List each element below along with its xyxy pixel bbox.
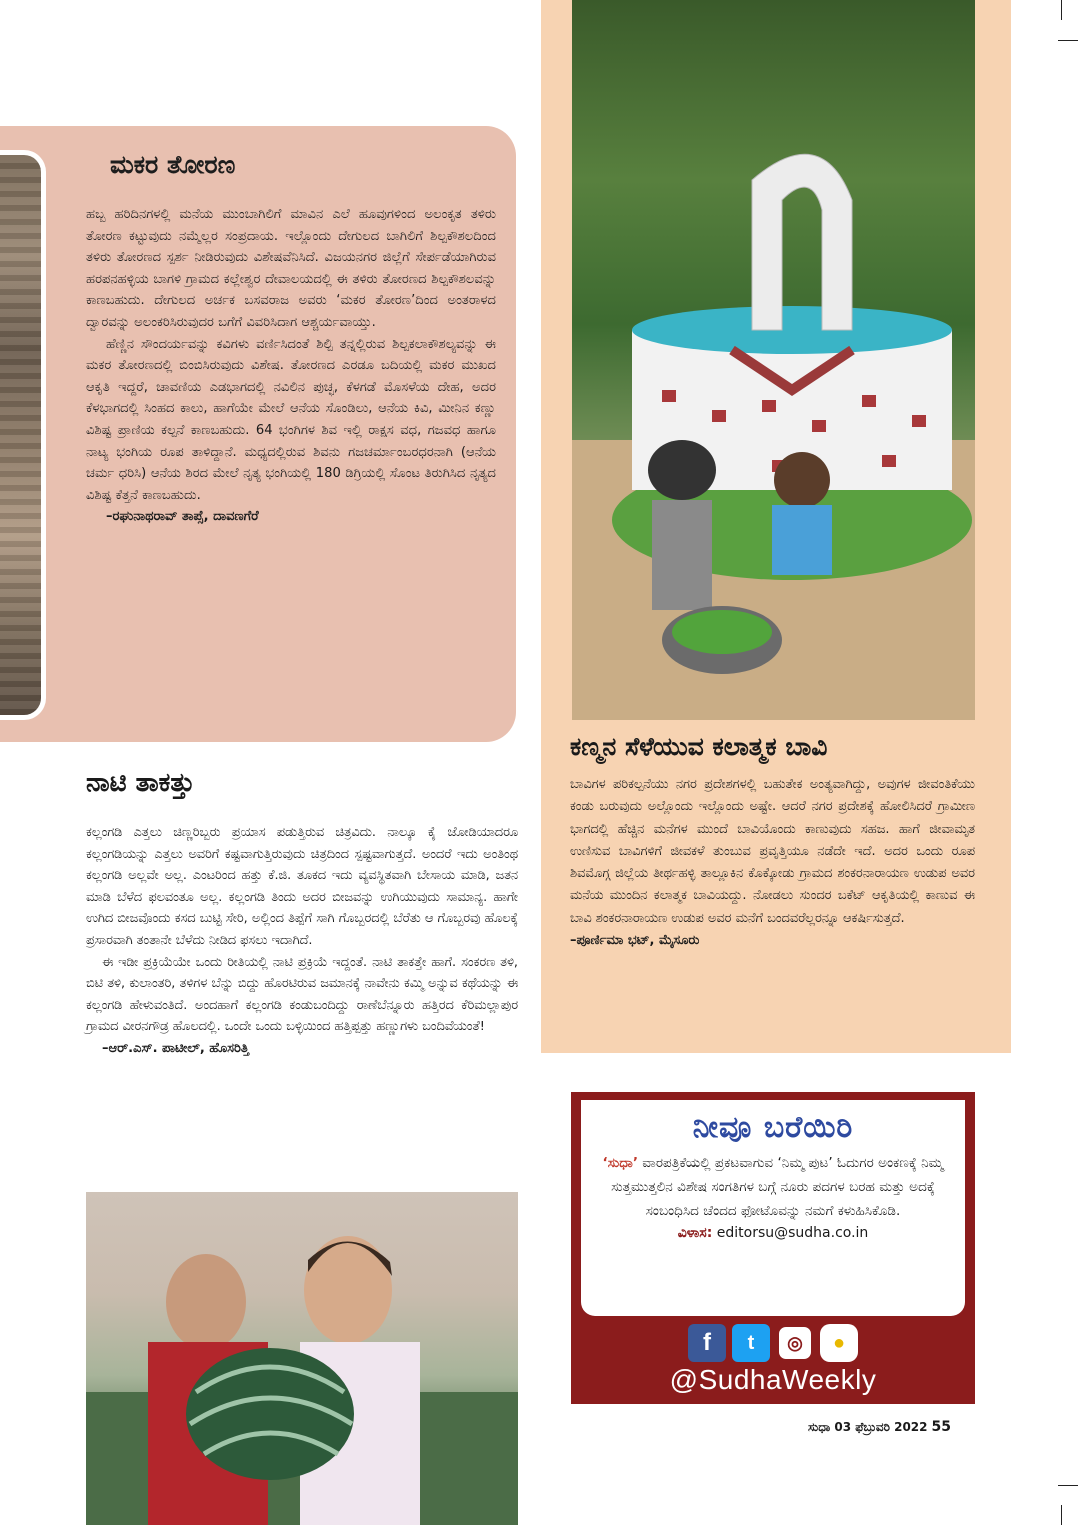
author-signature: –ಪೂರ್ಣಿಮಾ ಭಟ್, ಮೈಸೂರು — [570, 933, 700, 949]
article-well-body — [570, 774, 975, 952]
koo-icon[interactable]: ● — [820, 1324, 858, 1362]
crop-mark — [1061, 1505, 1062, 1525]
article-naati-takattu-title: ನಾಟಿ ತಾಕತ್ತು — [86, 768, 195, 798]
twitter-icon[interactable]: t — [732, 1324, 770, 1362]
artistic-well-photo — [572, 0, 975, 720]
paragraph: ಹಬ್ಬ ಹರಿದಿನಗಳಲ್ಲಿ ಮನೆಯ ಮುಂಬಾಗಿಲಿಗೆ ಮಾವಿನ ಎಲೆ ಹೂವುಗಳಿಂದ ಅಲಂಕೃತ ತಳಿರು ತೋರಣ ಕಟ್ಟುವುದು ನಮ್ಮೆಲ್ಲರ ಸಂಪ್ರದಾಯ. ಇಲ್ಲೊಂದು ದೇಗುಲದ ಬಾಗಿಲಿಗೆ ಶಿಲ್ಪಕೌಶಲದಿಂದ ತಳಿರು ತೋರಣದ ಸ್ಪರ್ಶ ನೀಡಿರುವುದು ವಿಶೇಷವೆನಿಸಿದೆ. ವಿಜಯನಗರ ಜಿಲ್ಲೆಗೆ ಸೇರ್ಪಡೆಯಾಗಿರುವ ಹರಪನಹಳ್ಳಿಯ ಬಾಗಳಿ ಗ್ರಾಮದ ಕಲ್ಲೇಶ್ವರ ದೇವಾಲಯದಲ್ಲಿ ಈ ತಳಿರು ತೋರಣದ ಶಿಲ್ಪಕೌಶಲವನ್ನು ಕಾಣಬಹುದು. ದೇಗುಲದ ಅರ್ಚಕ ಬಸವರಾಜ ಅವರು ‘ಮಕರ ತೋರಣ’ದಿಂದ ಅಂತರಾಳದ ದ್ವಾರವನ್ನು ಅಲಂಕರಿಸಿರುವುದರ ಬಗೆಗೆ ವಿವರಿಸಿದಾಗ ಆಶ್ಚರ್ಯವಾಯ್ತು. — [86, 207, 496, 330]
artistic-well-illustration — [572, 0, 975, 720]
write-to-us-text — [581, 1151, 965, 1223]
sudha-brand: ‘ಸುಧಾ’ — [602, 1155, 638, 1171]
facebook-icon[interactable]: f — [688, 1324, 726, 1362]
footer-issue: ಸುಧಾ 03 ಫೆಬ್ರುವರಿ 2022 — [808, 1420, 928, 1434]
paragraph: ಬಾವಿಗಳ ಪರಿಕಲ್ಪನೆಯು ನಗರ ಪ್ರದೇಶಗಳಲ್ಲಿ ಬಹುತೇಕ ಅಂತ್ಯವಾಗಿದ್ದು, ಅವುಗಳ ಜೀವಂತಿಕೆಯು ಕಂಡು ಬರುವುದು ಅಲ್ಲೊಂದು ಇಲ್ಲೊಂದು ಅಷ್ಟೇ. ಆದರೆ ನಗರ ಪ್ರದೇಶಕ್ಕೆ ಹೋಲಿಸಿದರೆ ಗ್ರಾಮೀಣ ಭಾಗದಲ್ಲಿ ಹೆಚ್ಚಿನ ಮನೆಗಳ ಮುಂದೆ ಬಾವಿಯೊಂದು ಕಾಣುವುದು ಸಹಜ. ಹಾಗೆ ಜೀವಾಮೃತ ಉಣಿಸುವ ಬಾವಿಗಳಿಗೆ ಜೀವಕಳೆ ತುಂಬುವ ಪ್ರವೃತ್ತಿಯೂ ನಡೆದೇ ಇದೆ. ಅದರ ಒಂದು ರೂಪ ಶಿವಮೊಗ್ಗ ಜಿಲ್ಲೆಯ ತೀರ್ಥಹಳ್ಳಿ ತಾಲ್ಲೂಕಿನ ಕೊಕ್ಕೋಡು ಗ್ರಾಮದ ಶಂಕರನಾರಾಯಣ ಉಡುಪ ಅವರ ಮನೆಯ ಮುಂದಿನ ಕಲಾತ್ಮಕ ಬಾವಿಯದ್ದು. ನೋಡಲು ಸುಂದರ ಬಕೆಟ್ ಆಕೃತಿಯಲ್ಲಿ ಕಾಣುವ ಈ ಬಾವಿ ಶಂಕರನಾರಾಯಣ ಉಡುಪ ಅವರ ಮನೆಗೆ ಬಂದವರೆಲ್ಲರನ್ನೂ ಆಕರ್ಷಿಸುತ್ತದೆ. — [570, 777, 975, 926]
social-handle[interactable]: @SudhaWeekly — [669, 1364, 877, 1395]
article-well-title: ಕಣ್ಮನ ಸೆಳೆಯುವ ಕಲಾತ್ಮಕ ಬಾವಿ — [570, 732, 828, 761]
paragraph: ಈ ಇಡೀ ಪ್ರಕ್ರಿಯೆಯೇ ಒಂದು ರೀತಿಯಲ್ಲಿ ನಾಟಿ ಪ್ರಕ್ರಿಯೆ ಇದ್ದಂತೆ. ನಾಟಿ ತಾಕತ್ತೇ ಹಾಗೆ. ಸಂಕರಣ ತಳಿ, ಬಿಟಿ ತಳಿ, ಕುಲಾಂತರಿ, ತಳಿಗಳ ಬೆನ್ನು ಬಿದ್ದು ಹೊರಟಿರುವ ಜಮಾನಕ್ಕೆ ನಾವೇನು ಕಮ್ಮಿ ಅನ್ನುವ ಕಥೆಯನ್ನು ಈ ಕಲ್ಲಂಗಡಿ ಹೇಳುವಂತಿದೆ. ಅಂದಹಾಗೆ ಕಲ್ಲಂಗಡಿ ಕಂಡುಬಂದಿದ್ದು ರಾಣೆಬೆನ್ನೂರು ಹತ್ತಿರದ ಕೆರಿಮಲ್ಲಾಪುರ ಗ್ರಾಮದ ವೀರನಗೌಡ್ರ ಹೊಲದಲ್ಲಿ. ಒಂದೇ ಒಂದು ಬಳ್ಳಿಯಿಂದ ಹತ್ತಿಪ್ಪತ್ತು ಹಣ್ಣುಗಳು ಬಂದಿವೆಯಂತೆ! — [86, 954, 518, 1035]
page-footer — [808, 1419, 951, 1435]
article-naati-takattu-body — [86, 822, 518, 1060]
crop-mark — [1058, 1485, 1078, 1486]
children-watermelon-photo — [86, 1192, 518, 1525]
paragraph: ಕಲ್ಲಂಗಡಿ ಎತ್ತಲು ಚಿಣ್ಣರಿಬ್ಬರು ಪ್ರಯಾಸ ಪಡುತ್ತಿರುವ ಚಿತ್ರವಿದು. ನಾಲ್ಕೂ ಕೈ ಜೋಡಿಯಾದರೂ ಕಲ್ಲಂಗಡಿಯನ್ನು ಎತ್ತಲು ಅವರಿಗೆ ಕಷ್ಟವಾಗುತ್ತಿರುವುದು ಚಿತ್ರದಿಂದ ಸ್ಪಷ್ಟವಾಗುತ್ತದೆ. ಅಂದರೆ ಇದು ಅಂತಿಂಥ ಕಲ್ಲಂಗಡಿ ಅಲ್ಲವೇ ಅಲ್ಲ. ಎಂಟರಿಂದ ಹತ್ತು ಕೆ.ಜಿ. ತೂಕದ ಇದು ವ್ಯವಸ್ಥಿತವಾಗಿ ಬೇಸಾಯ ಮಾಡಿ, ಜತನ ಮಾಡಿ ಬೆಳೆದ ಫಲವಂತೂ ಅಲ್ಲ. ಕಲ್ಲಂಗಡಿ ತಿಂದು ಅದರ ಬೀಜವನ್ನು ಉಗಿಯುವುದು ಸಾಮಾನ್ಯ. ಹಾಗೇ ಉಗಿದ ಬೀಜವೊಂದು ಕಸದ ಬುಟ್ಟಿ ಸೇರಿ, ಅಲ್ಲಿಂದ ತಿಪ್ಪೆಗೆ ಸಾಗಿ ಗೊಬ್ಬರದಲ್ಲಿ ಬೆರೆತು ಆ ಗೊಬ್ಬರವು ಹೊಲಕ್ಕೆ ಪ್ರಸಾರವಾಗಿ ತಂತಾನೇ ಬೆಳೆದು ನೀಡಿದ ಫಸಲು ಇದಾಗಿದೆ. — [86, 825, 518, 948]
address-email[interactable]: editorsu@sudha.co.in — [712, 1225, 869, 1241]
page-number: 55 — [931, 1419, 951, 1435]
address-label: ವಿಳಾಸ: — [677, 1225, 713, 1241]
temple-carving-photo — [0, 150, 46, 720]
crop-mark — [1061, 0, 1062, 20]
write-to-us-body: ವಾರಪತ್ರಿಕೆಯಲ್ಲಿ ಪ್ರಕಟವಾಗುವ ‘ನಿಮ್ಮ ಪುಟ’ ಓದುಗರ ಅಂಕಣಕ್ಕೆ ನಿಮ್ಮ ಸುತ್ತಮುತ್ತಲಿನ ವಿಶೇಷ ಸಂಗತಿಗಳ ಬಗ್ಗೆ ನೂರು ಪದಗಳ ಬರಹ ಮತ್ತು ಅದಕ್ಕೆ ಸಂಬಂಧಿಸಿದ ಚೆಂದದ ಫೋಟೊವನ್ನು ನಮಗೆ ಕಳುಹಿಸಿಕೊಡಿ. — [611, 1155, 944, 1219]
crop-mark — [1058, 40, 1078, 41]
write-to-us-inner — [581, 1100, 965, 1316]
social-icons — [571, 1324, 975, 1362]
write-to-us-address — [581, 1225, 965, 1241]
author-signature: –ರಘುನಾಥರಾವ್ ತಾಪ್ಸೆ, ದಾವಣಗೆರೆ — [106, 509, 259, 525]
article-makara-torana-title: ಮಕರ ತೋರಣ — [110, 150, 236, 179]
write-to-us-title: ನೀವೂ ಬರೆಯಿರಿ — [692, 1110, 854, 1145]
author-signature: –ಆರ್.ಎಸ್. ಪಾಟೀಲ್, ಹೊಸರಿತ್ತಿ — [102, 1040, 249, 1056]
article-makara-torana-body — [86, 204, 496, 528]
instagram-icon[interactable]: ◎ — [776, 1324, 814, 1362]
paragraph: ಹೆಣ್ಣಿನ ಸೌಂದರ್ಯವನ್ನು ಕವಿಗಳು ವರ್ಣಿಸಿದಂತೆ ಶಿಲ್ಪಿ ತನ್ನಲ್ಲಿರುವ ಶಿಲ್ಪಕಲಾಕೌಶಲ್ಯವನ್ನು ಈ ಮಕರ ತೋರಣದಲ್ಲಿ ಬಿಂಬಿಸಿರುವುದು ವಿಶೇಷ. ತೋರಣದ ಎರಡೂ ಬದಿಯಲ್ಲಿ ಮಕರ ಮುಖದ ಆಕೃತಿ ಇದ್ದರೆ, ಚಾವಣಿಯ ಎಡಭಾಗದಲ್ಲಿ ನವಿಲಿನ ಪುಚ್ಛ, ಕೆಳಗಡೆ ಮೊಸಳೆಯ ದೇಹ, ಅದರ ಕೆಳಭಾಗದಲ್ಲಿ ಸಿಂಹದ ಕಾಲು, ಹಾಗೆಯೇ ಮೇಲೆ ಆನೆಯ ಸೊಂಡಿಲು, ಆನೆಯ ಕಿವಿ, ಮೀನಿನ ಕಣ್ಣು ವಿಶಿಷ್ಟ ಪ್ರಾಣಿಯ ಕಲ್ಪನೆ ಕಾಣಬಹುದು. 64 ಭಂಗಿಗಳ ಶಿವ ಇಲ್ಲಿ ರಾಕ್ಷಸ ವಧ, ಗಜವಧ ಹಾಗೂ ನಾಟ್ಯ ಭಂಗಿಯ ರೂಪ ತಾಳಿದ್ದಾನೆ. ಮಧ್ಯದಲ್ಲಿರುವ ಶಿವನು ಗಜಚರ್ಮಾಂಬರಧರನಾಗಿ (ಆನೆಯ ಚರ್ಮ ಧರಿಸಿ) ಆನೆಯ ಶಿರದ ಮೇಲೆ ನೃತ್ಯ ಭಂಗಿಯಲ್ಲಿ 180 ಡಿಗ್ರಿಯಲ್ಲಿ ಸೊಂಟ ತಿರುಗಿಸಿದ ನೃತ್ಯದ ವಿಶಿಷ್ಟ ಕೆತ್ತನೆ ಕಾಣಬಹುದು. — [86, 336, 496, 503]
children-watermelon-illustration — [86, 1192, 518, 1525]
write-to-us-box — [571, 1092, 975, 1404]
